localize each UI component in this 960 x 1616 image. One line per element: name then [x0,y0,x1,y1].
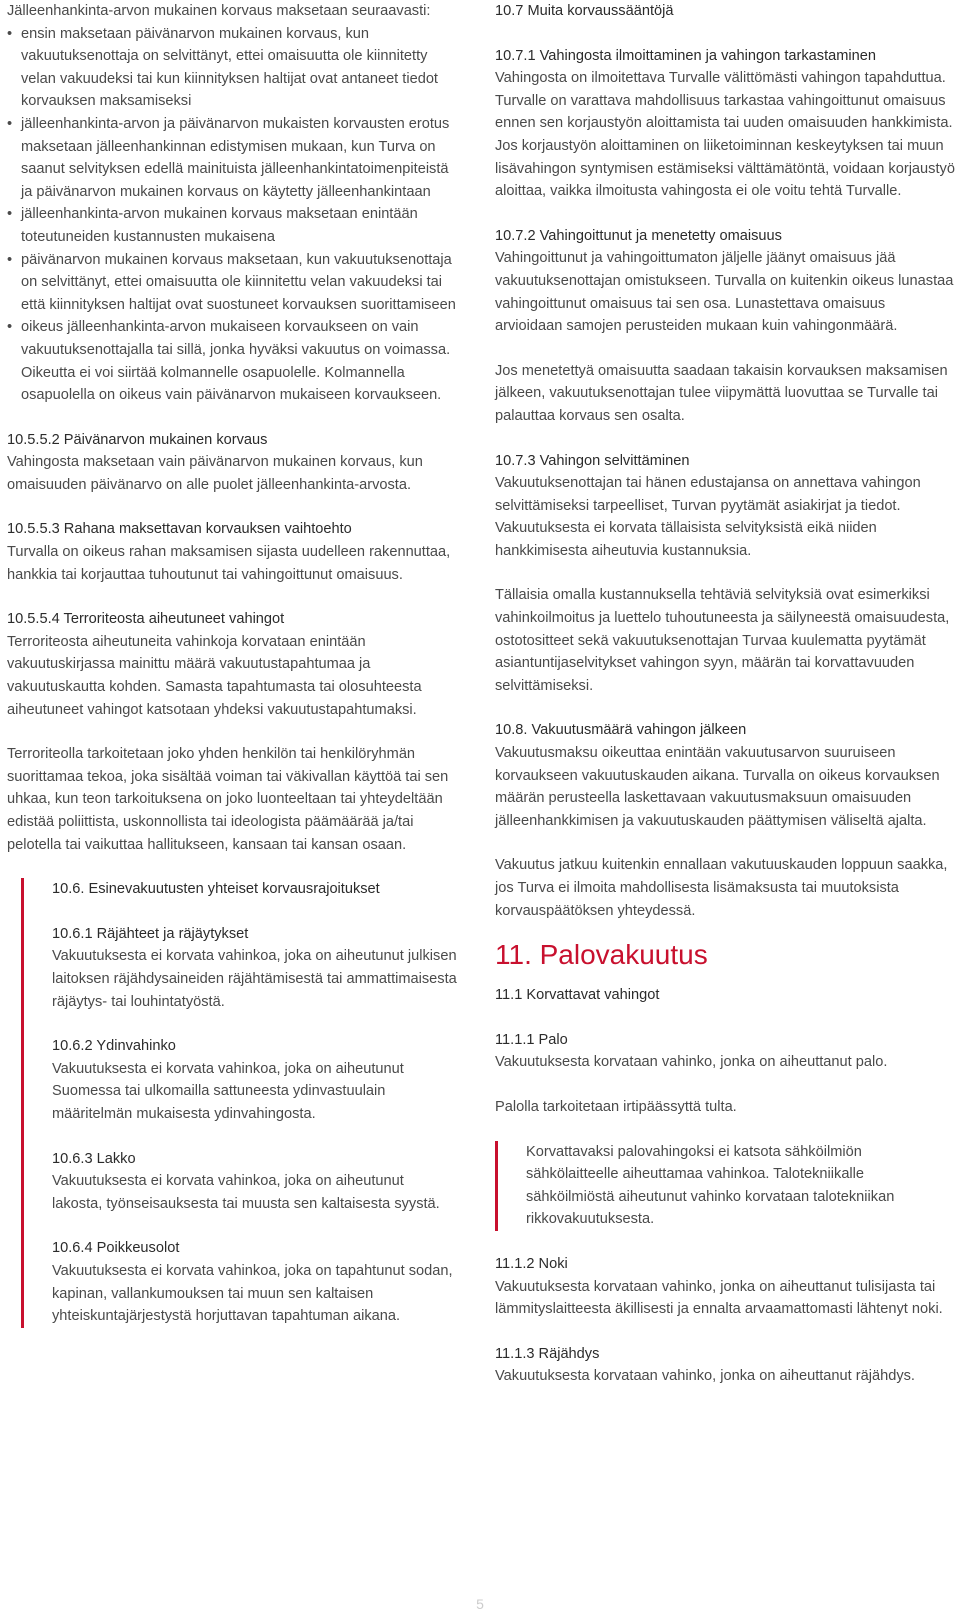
section-text-108-b: Vakuutus jatkuu kuitenkin ennallaan vakutuuskauden loppuun saakka, jos Turva ei ilmoita mahdollisesta lisämaksusta tai muutoksista korvauspäätöksen yhteydessä. [495,857,948,919]
section-heading-108: 10.8. Vakuutusmäärä vahingon jälkeen [495,722,747,739]
page-number: 5 [476,1596,484,1613]
section-heading-1072: 10.7.2 Vahingoittunut ja menetetty omaisuus [495,227,782,244]
section-text-1112: Vakuutuksesta korvataan vahinko, jonka on aiheuttanut tulisijasta tai lämmityslaitteesta äkillisesti ja ennalta arvaamattomasti lähtenyt noki. [495,1278,943,1318]
list-item: • jälleenhankinta-arvon mukainen korvaus maksetaan enintään toteutuneiden kustannusten mukaisena [7,203,457,248]
intro-text: Jälleenhankinta-arvon mukainen korvaus maksetaan seuraavasti: [7,3,431,19]
section-heading-1113: 11.1.3 Räjähdys [495,1345,600,1362]
section-text-1113: Vakuutuksesta korvataan vahinko, jonka on aiheuttanut räjähdys. [495,1368,915,1385]
section-heading-1062: 10.6.2 Ydinvahinko [52,1038,176,1055]
right-column [495,0,955,1388]
section-heading-1073: 10.7.3 Vahingon selvittäminen [495,452,690,469]
list-item: • ensin maksetaan päivänarvon mukainen korvaus, kun vakuutuksenottaja on selvittänyt, ettei omaisuutta ole kiinnitetty velan vakuudeksi tai kun kiinnityksen haltijat ovat antaneet tiedot korvauksen maksamiseksi [7,23,457,113]
section-text-1111-b: Palolla tarkoitetaan irtipäässyttä tulta. [495,1098,737,1115]
section-text-10553: Turvalla on oikeus rahan maksamisen sijasta uudelleen rakennuttaa, hankkia tai korjauttaa tuhoutunut tai vahingoittunut omaisuus. [7,544,451,583]
fire-note: Korvattavaksi palovahingoksi ei katsota sähköilmiön sähkölaitteelle aiheuttamaa vahinkoa. Talotekniikalle sähköilmiöstä aiheutunut vahinko korvataan talotekniikan rikkovakuutuksesta. [495,1141,955,1231]
section-heading-111: 11.1 Korvattavat vahingot [495,987,660,1004]
section-heading-1064: 10.6.4 Poikkeusolot [52,1240,180,1257]
section-text-10554-b: Terroriteolla tarkoitetaan joko yhden henkilön tai henkilöryhmän suorittamaa tekoa, joka sisältää voiman tai väkivallan käyttöä tai sen uhkaa, kun teon tarkoituksena on joko luonteeltaan tai yhteydeltään edistää poliittista, uskonnollista tai ideologista päämäärää ja/tai pelotella tai vaikuttaa hallitukseen, kansaan tai kansan osaan. [7,746,449,853]
list-item: • päivänarvon mukainen korvaus maksetaan, kun vakuutuksenottaja on selvittänyt, ettei omaisuutta ole kiinnitettu velan vakuudeksi tai että kiinnityksen haltijat ovat suostuneet korvauksen suorittamiseen [7,249,457,317]
section-heading-1061: 10.6.1 Räjähteet ja räjäytykset [52,925,249,942]
section-heading-106: 10.6. Esinevakuutusten yhteiset korvausrajoitukset [52,881,380,898]
section-text-1111-a: Vakuutuksesta korvataan vahinko, jonka on aiheuttanut palo. [495,1054,888,1071]
section-text-1062: Vakuutuksesta ei korvata vahinkoa, joka on aiheutunut Suomessa tai ulkomailla sattuneesta ydinvastuulain määritelmän mukaisesta ydinvahingosta. [52,1060,404,1122]
section-text-1061: Vakuutuksesta ei korvata vahinkoa, joka on aiheutunut julkisen laitoksen räjähdysaineiden räjähtämisestä tai ammattimaisesta räjäytys- tai louhintatyöstä. [52,948,457,1010]
compensation-bullet-list [7,23,457,407]
section-heading-1112: 11.1.2 Noki [495,1255,568,1272]
section-heading-10554: 10.5.5.4 Terroriteosta aiheutuneet vahingot [7,611,285,628]
section-text-1064: Vakuutuksesta ei korvata vahinkoa, joka on tapahtunut sodan, kapinan, vallankumouksen tai muun sen kaltaisen yhteiskuntajärjestystä horjuttavan tapahtuman aikana. [52,1262,453,1325]
section-text-108-a: Vakuutusmaksu oikeuttaa enintään vakuutusarvon suuruiseen korvaukseen vakuutuskauden aikana. Turvalla on oikeus korvauksen määrän perusteella laskettavaan vakuutusmaksuun omaisuuden jälleenhankkimisen ja vakuutuskauden päättymisen väliseltä ajalta. [495,745,940,829]
section-heading-10552: 10.5.5.2 Päivänarvon mukainen korvaus [7,431,268,448]
section-text-1073-b: Tällaisia omalla kustannuksella tehtäviä selvityksiä ovat esimerkiksi vahinkoilmoitus ja luettelo tuhoutuneesta ja säilyneestä omaisuudesta, ostotositteet sekä vakuutuksenottajan Turvaa kuulematta pyytämät asiantuntijaselvitykset vahingon syyn, määrän tai korvattavuuden selvittämiseksi. [495,587,950,694]
exclusions-block [21,878,457,1328]
chapter-title: 11. Palovakuutus [495,939,708,971]
section-text-1073-a: Vakuutuksenottajan tai hänen edustajansa on annettava vahingon selvittämiseksi tarpeelliset, Turvan pyytämät asiakirjat ja tiedot. Vakuutuksesta ei korvata tällaisista selvityksistä eikä niiden hankkimisesta aiheutuvia kustannuksia. [495,475,921,559]
section-text-1071: Vahingosta on ilmoitettava Turvalle välittömästi vahingon tapahduttua. Turvalle on varattava mahdollisuus tarkastaa vahingoittunut omaisuus ennen sen korjaustyön aloittamista tai uuden omaisuuden hankkimista. Jos korjaustyön aloittaminen on liiketoiminnan keskeytyksen tai muun lisävahingon syntymisen estämiseksi välttämätöntä, voidaan korjaustyö aloittaa, vaikka ilmoitusta vahingosta ei ole voitu tehtä Turvalle. [495,70,955,200]
section-text-1063: Vakuutuksesta ei korvata vahinkoa, joka on aiheutunut lakosta, työnseisauksesta tai muusta sen kaltaisesta syystä. [52,1173,440,1212]
section-text-10554-a: Terroriteosta aiheutuneita vahinkoja korvataan enintään vakuutuskirjassa mainittu määrä vakuutustapahtumaa ja vakuutuskautta kohden. Samasta tapahtumasta tai olosuhteesta aiheutuneet vahingot katsotaan yhdeksi vakuutustapahtumaksi. [7,633,422,718]
section-text-1072-a: Vahingoittunut ja vahingoittumaton jäljelle jäänyt omaisuus jää vakuutuksenottajan omistukseen. Turvalla on kuitenkin oikeus lunastaa vahingoittunut omaisuus tai sen osa. Lunastettava omaisuus arvioidaan samojen perusteiden mukaan kuin vahingonmäärä. [495,250,954,335]
section-heading-1063: 10.6.3 Lakko [52,1150,136,1167]
section-text-10552: Vahingosta maksetaan vain päivänarvon mukainen korvaus, kun omaisuuden päivänarvo on alle puolet jälleenhankinta-arvosta. [7,454,423,493]
section-text-1072-b: Jos menetettyä omaisuutta saadaan takaisin korvauksen maksamisen jälkeen, vakuutuksenottajan tulee viipymättä luovuttaa se Turvalle tai palauttaa korvaus sen osalta. [495,362,948,424]
section-heading-107: 10.7 Muita korvaussääntöjä [495,3,674,19]
section-heading-10553: 10.5.5.3 Rahana maksettavan korvauksen vaihtoehto [7,521,352,538]
section-heading-1111: 11.1.1 Palo [495,1031,568,1048]
left-column [7,0,457,1328]
list-item: • jälleenhankinta-arvon ja päivänarvon mukaisten korvausten erotus maksetaan jälleenhankinnan edistymisen mukaan, kun Turva on saanut selvityksen edellä mainituista jälleenhankintatoimenpiteistä ja päivänarvon mukainen korvaus on käytetty jälleenhankintaan [7,113,457,203]
section-heading-1071: 10.7.1 Vahingosta ilmoittaminen ja vahingon tarkastaminen [495,47,877,64]
list-item: • oikeus jälleenhankinta-arvon mukaiseen korvaukseen on vain vakuutuksenottajalla tai sillä, jonka hyväksi vakuutus on voimassa. Oikeutta ei voi siirtää kolmannelle osapuolelle. Kolmannella osapuolella on oikeus vain päivänarvon mukaiseen korvaukseen. [7,316,457,406]
